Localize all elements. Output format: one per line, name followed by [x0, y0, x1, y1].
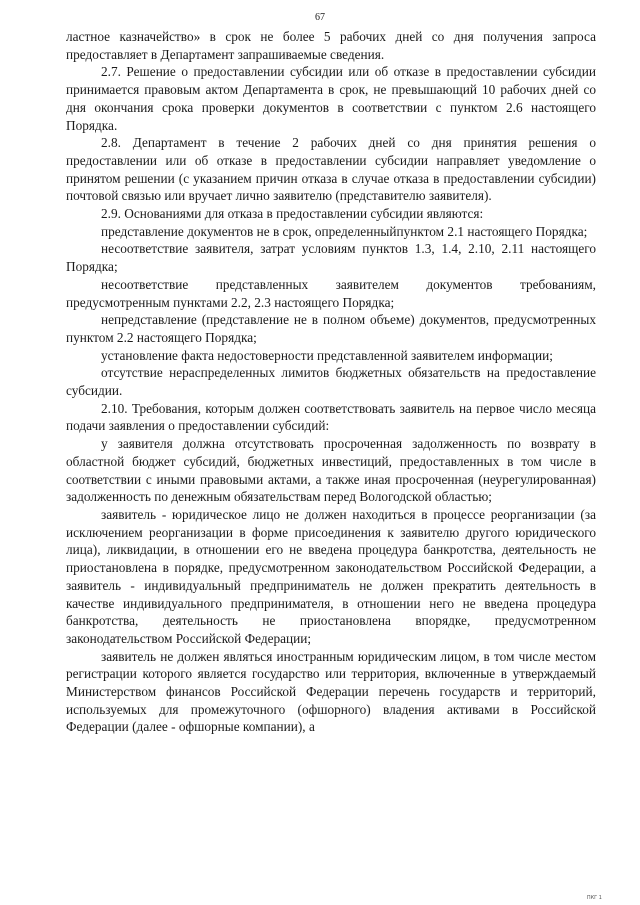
list-item: непредставление (представление не в полном объеме) документов, предусмотренных пунктом 2.2 настоящего Порядка; [66, 312, 596, 345]
list-item: заявитель - юридическое лицо не должен находиться в процессе реорганизации (за исключением реорганизации в форме присоединения к заявителю другого юридического лица), ликвидации, в отношении его не введена процедура банкротства, деятельность не приостановлена в порядке, предусмотренном законодательством Российской Федерации, а заявитель - индивидуальный предприниматель не должен прекратить деятельность в качестве индивидуального предпринимателя, в отношении него не введена процедура банкротства, деятельность не приостановлена впорядке, предусмотренном законодательством Российской Федерации; [66, 506, 596, 646]
paragraph-2-7: 2.7. Решение о предоставлении субсидии или об отказе в предоставлении субсидии принимается правовым актом Департамента в срок, не превышающий 10 рабочих дней со дня окончания срока проверки документов в соответствии с пунктом 2.6 настоящего Порядка. [66, 64, 596, 133]
list-item: несоответствие представленных заявителем документов требованиям, предусмотренным пунктами 2.2, 2.3 настоящего Порядка; [66, 276, 596, 310]
footer-mark: ПКГ 1 [586, 895, 602, 901]
list-item: у заявителя должна отсутствовать просроченная задолженность по возврату в областной бюджет субсидий, бюджетных инвестиций, предоставленных в том числе в соответствии с иными правовыми актами, а также иная просроченная (неурегулированная) задолженность по денежным обязательствам перед Вологодской областью; [66, 436, 596, 505]
document-body [66, 28, 596, 736]
list-item: установление факта недостоверности представленной заявителем информации; [101, 347, 553, 363]
list-item: отсутствие нераспределенных лимитов бюджетных обязательств на предоставление субсидии. [66, 365, 596, 399]
list-item: заявитель не должен являться иностранным юридическим лицом, в том числе местом регистрации которого является государство или территория, включенные в утверждаемый Министерством финансов Российской Федерации перечень государств и территорий, используемых для промежуточного (офшорного) владения активами в Российской Федерации (далее - офшорные компании), а [66, 648, 596, 735]
list-item: представление документов не в срок, определенныйпунктом 2.1 настоящего Порядка; [101, 223, 588, 239]
paragraph-2-9: 2.9. Основаниями для отказа в предоставлении субсидии являются: [101, 206, 484, 222]
page-number: 67 [315, 12, 325, 23]
paragraph-continuation: ластное казначейство» в срок не более 5 рабочих дней со дня получения запроса предоставляет в Департамент запрашиваемые сведения. [66, 29, 596, 62]
paragraph-2-10: 2.10. Требования, которым должен соответствовать заявитель на первое число месяца подачи заявления о предоставлении субсидий: [66, 400, 596, 434]
paragraph-2-8: 2.8. Департамент в течение 2 рабочих дней со дня принятия решения о предоставлении или об отказе в предоставлении субсидии направляет уведомление о принятом решении (с указанием причин отказа в случае отказа в предоставлении субсидии) почтовой связью или вручает лично заявителю (представителю заявителя). [66, 135, 596, 204]
list-item: несоответствие заявителя, затрат условиям пунктов 1.3, 1.4, 2.10, 2.11 настоящего Порядка; [66, 241, 596, 275]
